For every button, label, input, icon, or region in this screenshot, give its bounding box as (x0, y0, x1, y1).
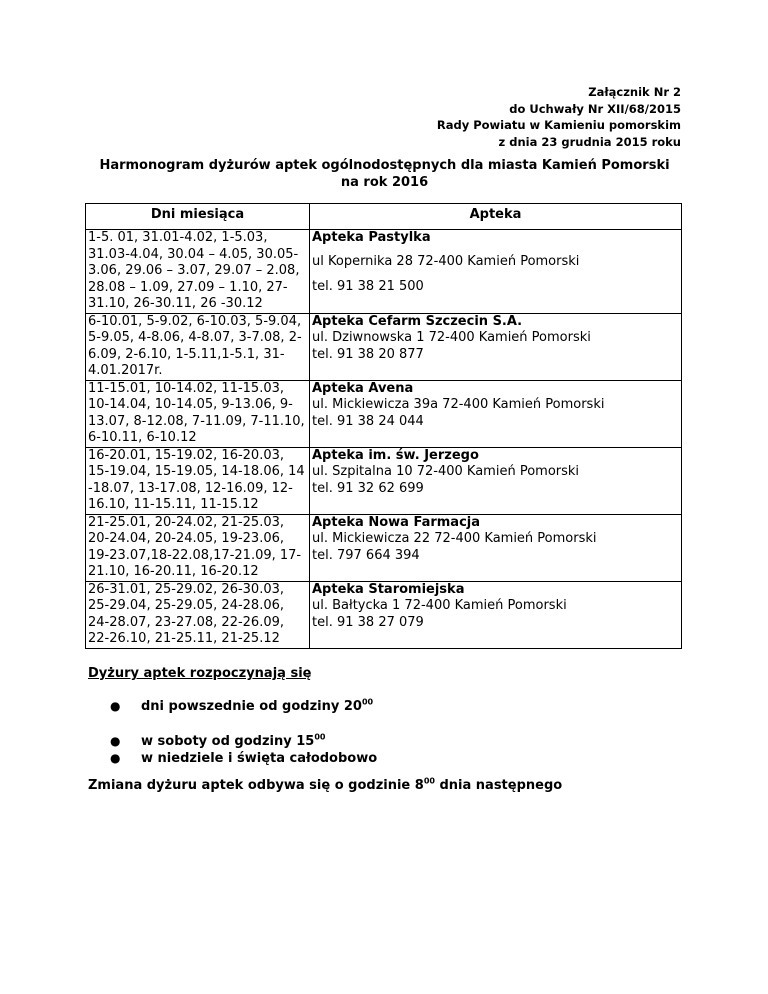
time-superscript: 00 (361, 697, 374, 707)
table-row (86, 447, 682, 514)
council-name: Rady Powiatu w Kamieniu pomorskim (436, 118, 681, 132)
document-title (88, 157, 681, 191)
pharmacy-cell (310, 447, 682, 514)
table-row (86, 514, 682, 581)
title-line-2: na rok 2016 (340, 175, 429, 190)
resolution-date: z dnia 23 grudnia 2015 roku (498, 134, 681, 149)
table-row (86, 380, 682, 447)
pharmacy-name: Apteka Avena (312, 380, 414, 396)
duty-section-title: Dyżury aptek rozpoczynają się (88, 666, 312, 681)
pharmacy-phone: tel. 91 32 62 699 (312, 480, 424, 496)
pharmacy-name: Apteka im. św. Jerzego (312, 447, 479, 463)
time-superscript: 00 (314, 732, 326, 742)
duty-item-text: w niedziele i święta całodobowo (141, 751, 378, 766)
bullet-icon: ● (110, 751, 121, 765)
pharmacy-name: Apteka Pastylka (312, 230, 431, 245)
pharmacy-cell (310, 514, 682, 581)
pharmacy-address: ul. Mickiewicza 22 72-400 Kamień Pomorski (312, 531, 597, 546)
pharmacy-address: ul. Szpitalna 10 72-400 Kamień Pomorski (312, 464, 580, 479)
table-row (86, 581, 682, 648)
days-cell (86, 581, 310, 648)
bullet-icon: ● (110, 734, 121, 748)
days-text: 21-25.01, 20-24.02, 21-25.03, 20-24.04, 20-24.05, 19-23.06, 19-23.07,18-22.08,17-21.09, 17-21.10, 16-20.11, 16-20.12 (88, 514, 302, 579)
pharmacy-phone: tel. 91 38 27 079 (312, 614, 424, 630)
duty-item-text: w soboty od godziny $15^{00}$ (141, 732, 326, 749)
days-text: 11-15.01, 10-14.02, 11-15.03, 10-14.04, 10-14.05, 9-13.06, 9-13.07, 8-12.08, 7-11.09, 7-11.10, 6-10.11, 6-10.12 (88, 380, 305, 445)
days-cell (86, 447, 310, 514)
pharmacy-phone: tel. 91 38 20 877 (312, 346, 424, 362)
duty-item-text: dni powszednie od godziny $20^{00}$ (141, 697, 374, 714)
duty-list-item (110, 751, 377, 768)
pharmacy-phone: tel. 797 664 394 (312, 547, 420, 563)
days-text: 16-20.01, 15-19.02, 16-20.03, 15-19.04, 15-19.05, 14-18.06, 14 -18.07, 13-17.08, 12-16.09, 12-16.10, 11-15.11, 11-15.12 (88, 447, 305, 512)
resolution-number: do Uchwały Nr XII/68/2015 (509, 101, 681, 116)
duty-list (110, 734, 377, 768)
days-cell (86, 380, 310, 447)
pharmacy-name: Apteka Nowa Farmacja (312, 514, 481, 530)
table-row (86, 313, 682, 380)
shift-change-note: Zmiana dyżuru aptek odbywa się o godzinie $8^{00}$ dnia następnego (88, 776, 563, 793)
days-text: 6-10.01, 5-9.02, 6-10.03, 5-9.04, 5-9.05, 4-8.06, 4-8.07, 3-7.08, 2-6.09, 2-6.10, 1-5.11,1-5.1, 31-4.01.2017r. (88, 313, 302, 378)
duty-list-item (110, 699, 373, 716)
pharmacy-address: ul Kopernika 28 72-400 Kamień Pomorski (312, 254, 580, 270)
days-cell (86, 313, 310, 380)
title-line-1: Harmonogram dyżurów aptek ogólnodostępnych dla miasta Kamień Pomorski (99, 158, 670, 173)
pharmacy-cell (310, 230, 682, 314)
days-cell (86, 230, 310, 314)
document-header (437, 84, 681, 150)
days-cell (86, 514, 310, 581)
pharmacy-phone: tel. 91 38 24 044 (312, 413, 424, 429)
pharmacy-phone: tel. 91 38 21 500 (312, 278, 424, 294)
column-header-pharmacy: Apteka (310, 204, 682, 230)
table-row (86, 230, 682, 314)
pharmacy-name: Apteka Cefarm Szczecin S.A. (312, 313, 523, 329)
bullet-icon: ● (110, 699, 121, 713)
days-text: 26-31.01, 25-29.02, 26-30.03, 25-29.04, 25-29.05, 24-28.06, 24-28.07, 23-27.08, 22-26.09, 22-26.10, 21-25.11, 21-25.12 (88, 581, 285, 646)
pharmacy-address: ul. Dziwnowska 1 72-400 Kamień Pomorski (312, 330, 591, 345)
time-superscript: 00 (423, 776, 435, 786)
days-text: 1-5. 01, 31.01-4.02, 1-5.03, 31.03-4.04, 30.04 – 4.05, 30.05-3.06, 29.06 – 3.07, 29.07 – 2.08, 28.08 – 1.09, 27.09 – 1.10, 27-31.10, 26-30.11, 26 -30.12 (88, 230, 300, 311)
pharmacy-name: Apteka Staromiejska (312, 581, 465, 597)
duty-list-item (110, 734, 377, 751)
column-header-days: Dni miesiąca (86, 204, 310, 230)
annex-number: Załącznik Nr 2 (588, 85, 681, 99)
pharmacy-cell (310, 313, 682, 380)
pharmacy-address: ul. Mickiewicza 39a 72-400 Kamień Pomorski (312, 397, 605, 412)
table-header-row (86, 204, 682, 230)
pharmacy-address: ul. Bałtycka 1 72-400 Kamień Pomorski (312, 598, 567, 613)
schedule-table (85, 203, 682, 649)
pharmacy-cell (310, 581, 682, 648)
pharmacy-cell (310, 380, 682, 447)
